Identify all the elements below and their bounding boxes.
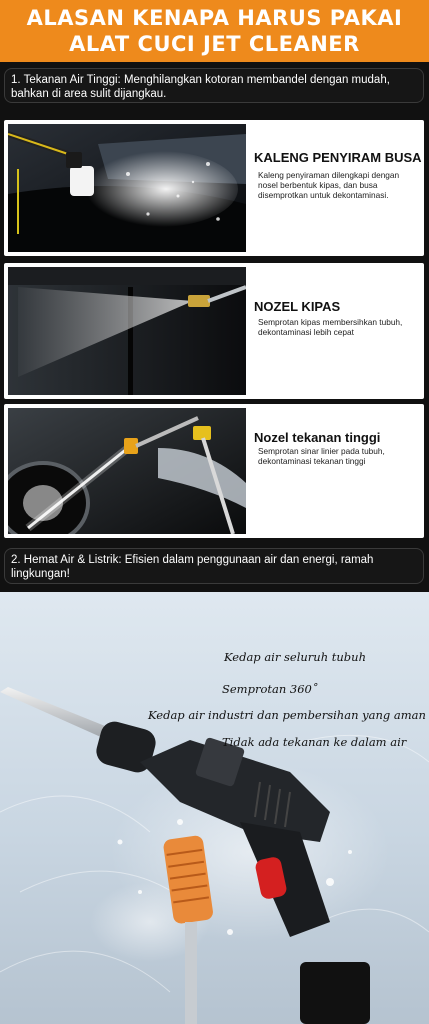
card-desc-fan: Semprotan kipas membersihkan tubuh, dekontaminasi lebih cepat xyxy=(258,317,403,337)
banner-title-line2: ALAT CUCI JET CLEANER xyxy=(69,32,360,56)
point-1-text: 1. Tekanan Air Tinggi: Menghilangkan kotoran membandel dengan mudah, bahkan di area sulit dijangkau. xyxy=(11,74,390,100)
card-desc-foam: Kaleng penyiraman dilengkapi dengan nosel berbentuk kipas, dan busa disemprotkan untuk dekontaminasi. xyxy=(258,170,400,200)
foam-spray-illustration xyxy=(8,124,246,252)
foam-nozzle-photo xyxy=(8,124,246,252)
banner-title-line1: ALASAN KENAPA HARUS PAKAI xyxy=(26,6,403,30)
feature-waterproof-body: Kedap air seluruh tubuh xyxy=(224,650,366,664)
card-title-high-pressure: Nozel tekanan tinggi xyxy=(254,430,381,445)
feature-industrial-waterproof: Kedap air industri dan pembersihan yang aman xyxy=(148,708,426,722)
point-2-box xyxy=(4,548,424,584)
point-2-text: 2. Hemat Air & Listrik: Efisien dalam penggunaan air dan energi, ramah lingkungan! xyxy=(11,554,374,580)
card-desc-high-pressure: Semprotan sinar linier pada tubuh, dekontaminasi tekanan tinggi xyxy=(258,446,385,466)
product-hero xyxy=(0,592,429,1024)
feature-360-spray: Semprotan 360˚ xyxy=(222,682,318,696)
fan-nozzle-photo xyxy=(8,267,246,395)
fan-spray-illustration xyxy=(8,267,246,395)
jet-spray-illustration xyxy=(8,408,246,534)
feature-card-foam xyxy=(4,120,424,256)
high-pressure-nozzle-photo xyxy=(8,408,246,534)
feature-no-water-pressure: Tidak ada tekanan ke dalam air xyxy=(222,735,407,749)
feature-card-high-pressure xyxy=(4,404,424,538)
card-title-foam: KALENG PENYIRAM BUSA xyxy=(254,150,422,165)
feature-card-fan xyxy=(4,263,424,399)
page-banner xyxy=(0,0,429,62)
point-1-box xyxy=(4,68,424,103)
card-title-fan: NOZEL KIPAS xyxy=(254,299,341,314)
